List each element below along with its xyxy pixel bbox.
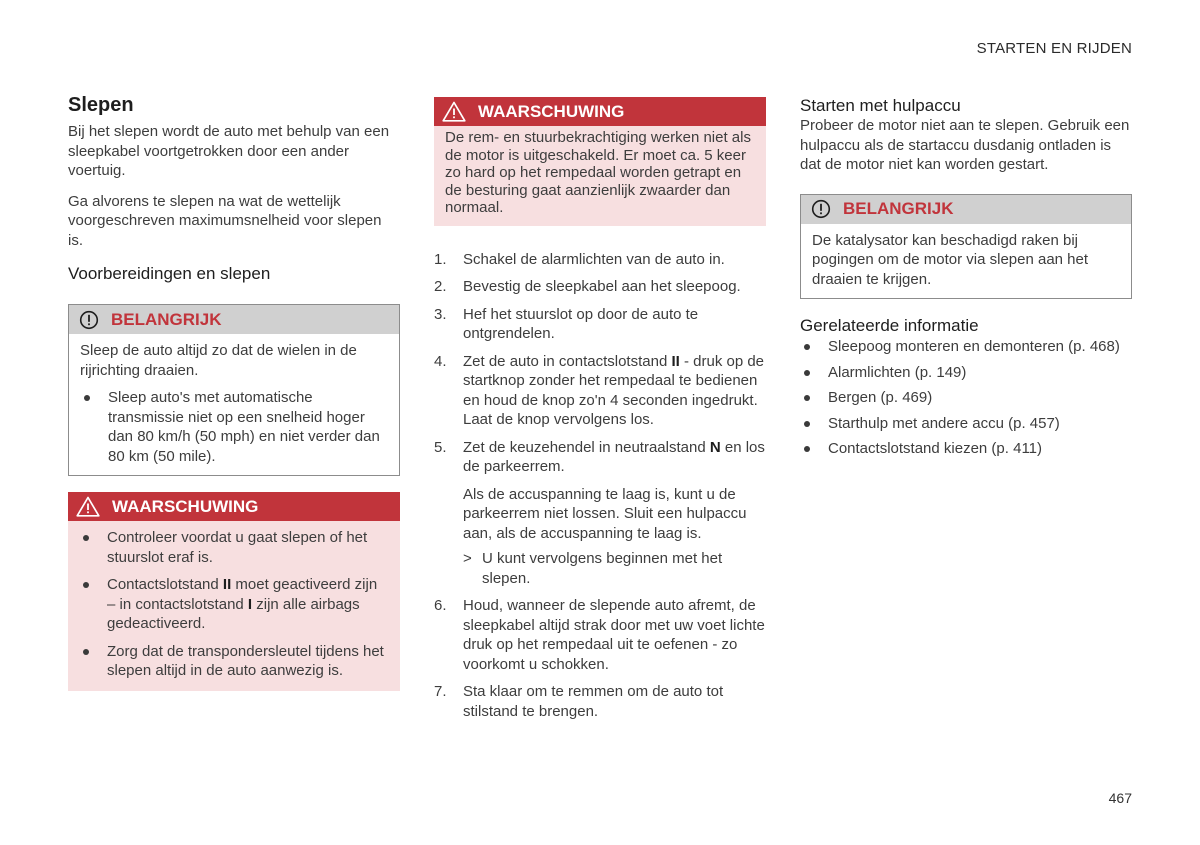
step-number: 5. <box>434 438 447 456</box>
page-number: 467 <box>1108 790 1132 806</box>
result-text: U kunt vervolgens beginnen met het slepen. <box>482 550 723 587</box>
step-item <box>434 596 766 674</box>
step-item <box>434 682 766 721</box>
towing-steps <box>434 250 766 722</box>
important-box-body <box>69 334 399 475</box>
exclamation-circle-icon <box>79 310 99 330</box>
warning-triangle-icon <box>76 496 100 517</box>
ignition-position-ii: II <box>222 576 232 593</box>
related-link[interactable]: Contactslotstand kiezen (p. 411) <box>800 439 1132 459</box>
step-text: Zet de keuzehendel in neutraalstand <box>463 438 710 456</box>
step-item <box>434 277 766 297</box>
warning-box-brakes <box>434 97 766 226</box>
column-3 <box>800 96 1132 465</box>
step-number: 4. <box>434 352 447 370</box>
warning-box-body <box>68 521 400 691</box>
hulpaccu-paragraph: Probeer de motor niet aan te slepen. Gebruik een hulpaccu als de startaccu dusdanig ontladen is dat de motor niet kan worden gestart. <box>800 117 1130 173</box>
result-marker: > <box>463 550 472 567</box>
related-link[interactable]: Bergen (p. 469) <box>800 388 1132 408</box>
warning-bullet <box>79 575 389 634</box>
step-text: Bevestig de sleepkabel aan het sleepoog. <box>463 278 741 295</box>
intro-paragraph: Bij het slepen wordt de auto met behulp van een sleepkabel voortgetrokken door een ander voertuig. <box>68 123 390 179</box>
warning-bullets <box>79 528 389 681</box>
related-links <box>800 337 1132 459</box>
step-number: 2. <box>434 278 447 295</box>
warning-box-body <box>434 126 766 226</box>
warning-label: WAARSCHUWING <box>112 496 259 516</box>
speed-limit-paragraph: Ga alvorens te slepen na wat de wettelijk voorgeschreven maximumsnelheid voor slepen is. <box>68 192 382 249</box>
related-link[interactable]: Starthulp met andere accu (p. 457) <box>800 414 1132 434</box>
important-box-catalyst <box>800 194 1132 300</box>
warning-triangle-icon <box>442 101 466 122</box>
related-link[interactable]: Sleepoog monteren en demonteren (p. 468) <box>800 337 1132 357</box>
step-number: 3. <box>434 305 447 323</box>
step-text: Hef het stuurslot op door de auto te ontgrendelen. <box>463 305 699 342</box>
important-box-header <box>801 195 1131 224</box>
step-extra-note: Als de accuspanning te laag is, kunt u de parkeerrem niet lossen. Sluit een hulpaccu aan, als de accuspanning te laag is. <box>463 485 747 542</box>
important-bullet: Sleep auto's met automatische transmissie niet op een snelheid hoger dan 80 km/h (50 mph) en niet verder dan 80 km (50 mile). <box>80 388 388 466</box>
important-box-body <box>801 224 1131 299</box>
step-text: Schakel de alarmlichten van de auto in. <box>463 250 725 268</box>
subheading-voorbereidingen: Voorbereidingen en slepen <box>68 264 271 283</box>
step-number: 6. <box>434 597 447 614</box>
step-item <box>434 250 766 270</box>
section-header: STARTEN EN RIJDEN <box>976 40 1132 57</box>
important-text: Sleep de auto altijd zo dat de wielen in de rijrichting draaien. <box>80 342 357 379</box>
step-text: - druk op de startknop zonder het rempedaal te bedienen en houd de knop zo'n 4 seconden ingedrukt. Laat de knop vervolgens los. <box>463 352 765 428</box>
warning-bullet: Controleer voordat u gaat slepen of het stuurslot eraf is. <box>79 528 389 567</box>
step-number: 7. <box>434 683 447 700</box>
step-result <box>463 549 766 588</box>
important-text: De katalysator kan beschadigd raken bij pogingen om de motor via slepen aan het draaien te krijgen. <box>812 231 1089 288</box>
warning-text: De rem- en stuurbekrachtiging werken niet als de motor is uitgeschakeld. Er moet ca. 5 keer zo hard op het rempedaal worden getrapt en de besturing gaat aanzienlijk zwaarder dan normaal. <box>445 129 751 216</box>
ignition-position-ii: II <box>671 352 680 370</box>
important-box <box>68 304 400 476</box>
important-label: BELANGRIJK <box>843 199 954 218</box>
warning-bullet: Zorg dat de transpondersleutel tijdens het slepen altijd in de auto aanwezig is. <box>79 642 389 681</box>
step-number: 1. <box>434 250 447 268</box>
warning-box-header <box>434 97 766 126</box>
section-title-slepen: Slepen <box>68 94 134 116</box>
important-bullets <box>80 388 388 466</box>
exclamation-circle-icon <box>811 199 831 219</box>
column-1 <box>68 94 400 691</box>
important-label: BELANGRIJK <box>111 309 222 329</box>
step-item <box>434 438 766 589</box>
step-text: Sta klaar om te remmen om de auto tot stilstand te brengen. <box>463 683 724 720</box>
gear-neutral-n: N <box>709 438 721 456</box>
column-2 <box>434 97 766 729</box>
section-title-hulpaccu: Starten met hulpaccu <box>800 96 961 115</box>
related-info-title: Gerelateerde informatie <box>800 316 979 335</box>
important-box-header <box>69 305 399 334</box>
ignition-position-i: I <box>247 595 253 613</box>
text-segment: zijn alle airbags gedeactiveerd. <box>107 595 360 632</box>
warning-label: WAARSCHUWING <box>478 101 625 121</box>
step-item <box>434 352 766 430</box>
text-segment: Contactslotstand <box>107 576 223 593</box>
warning-box-header <box>68 492 400 521</box>
step-text: en los de parkeerrem. <box>463 438 765 475</box>
step-item <box>434 305 766 344</box>
related-link[interactable]: Alarmlichten (p. 149) <box>800 363 1132 383</box>
warning-box-towing <box>68 492 400 691</box>
step-text: Houd, wanneer de slepende auto afremt, de sleepkabel altijd strak door met uw voet lichte druk op het rempedaal uit te oefenen - zo voorkomt u schokken. <box>463 597 765 673</box>
text-segment: moet geactiveerd zijn – in contactslotstand <box>107 576 378 613</box>
step-text: Zet de auto in contactslotstand <box>463 352 672 370</box>
